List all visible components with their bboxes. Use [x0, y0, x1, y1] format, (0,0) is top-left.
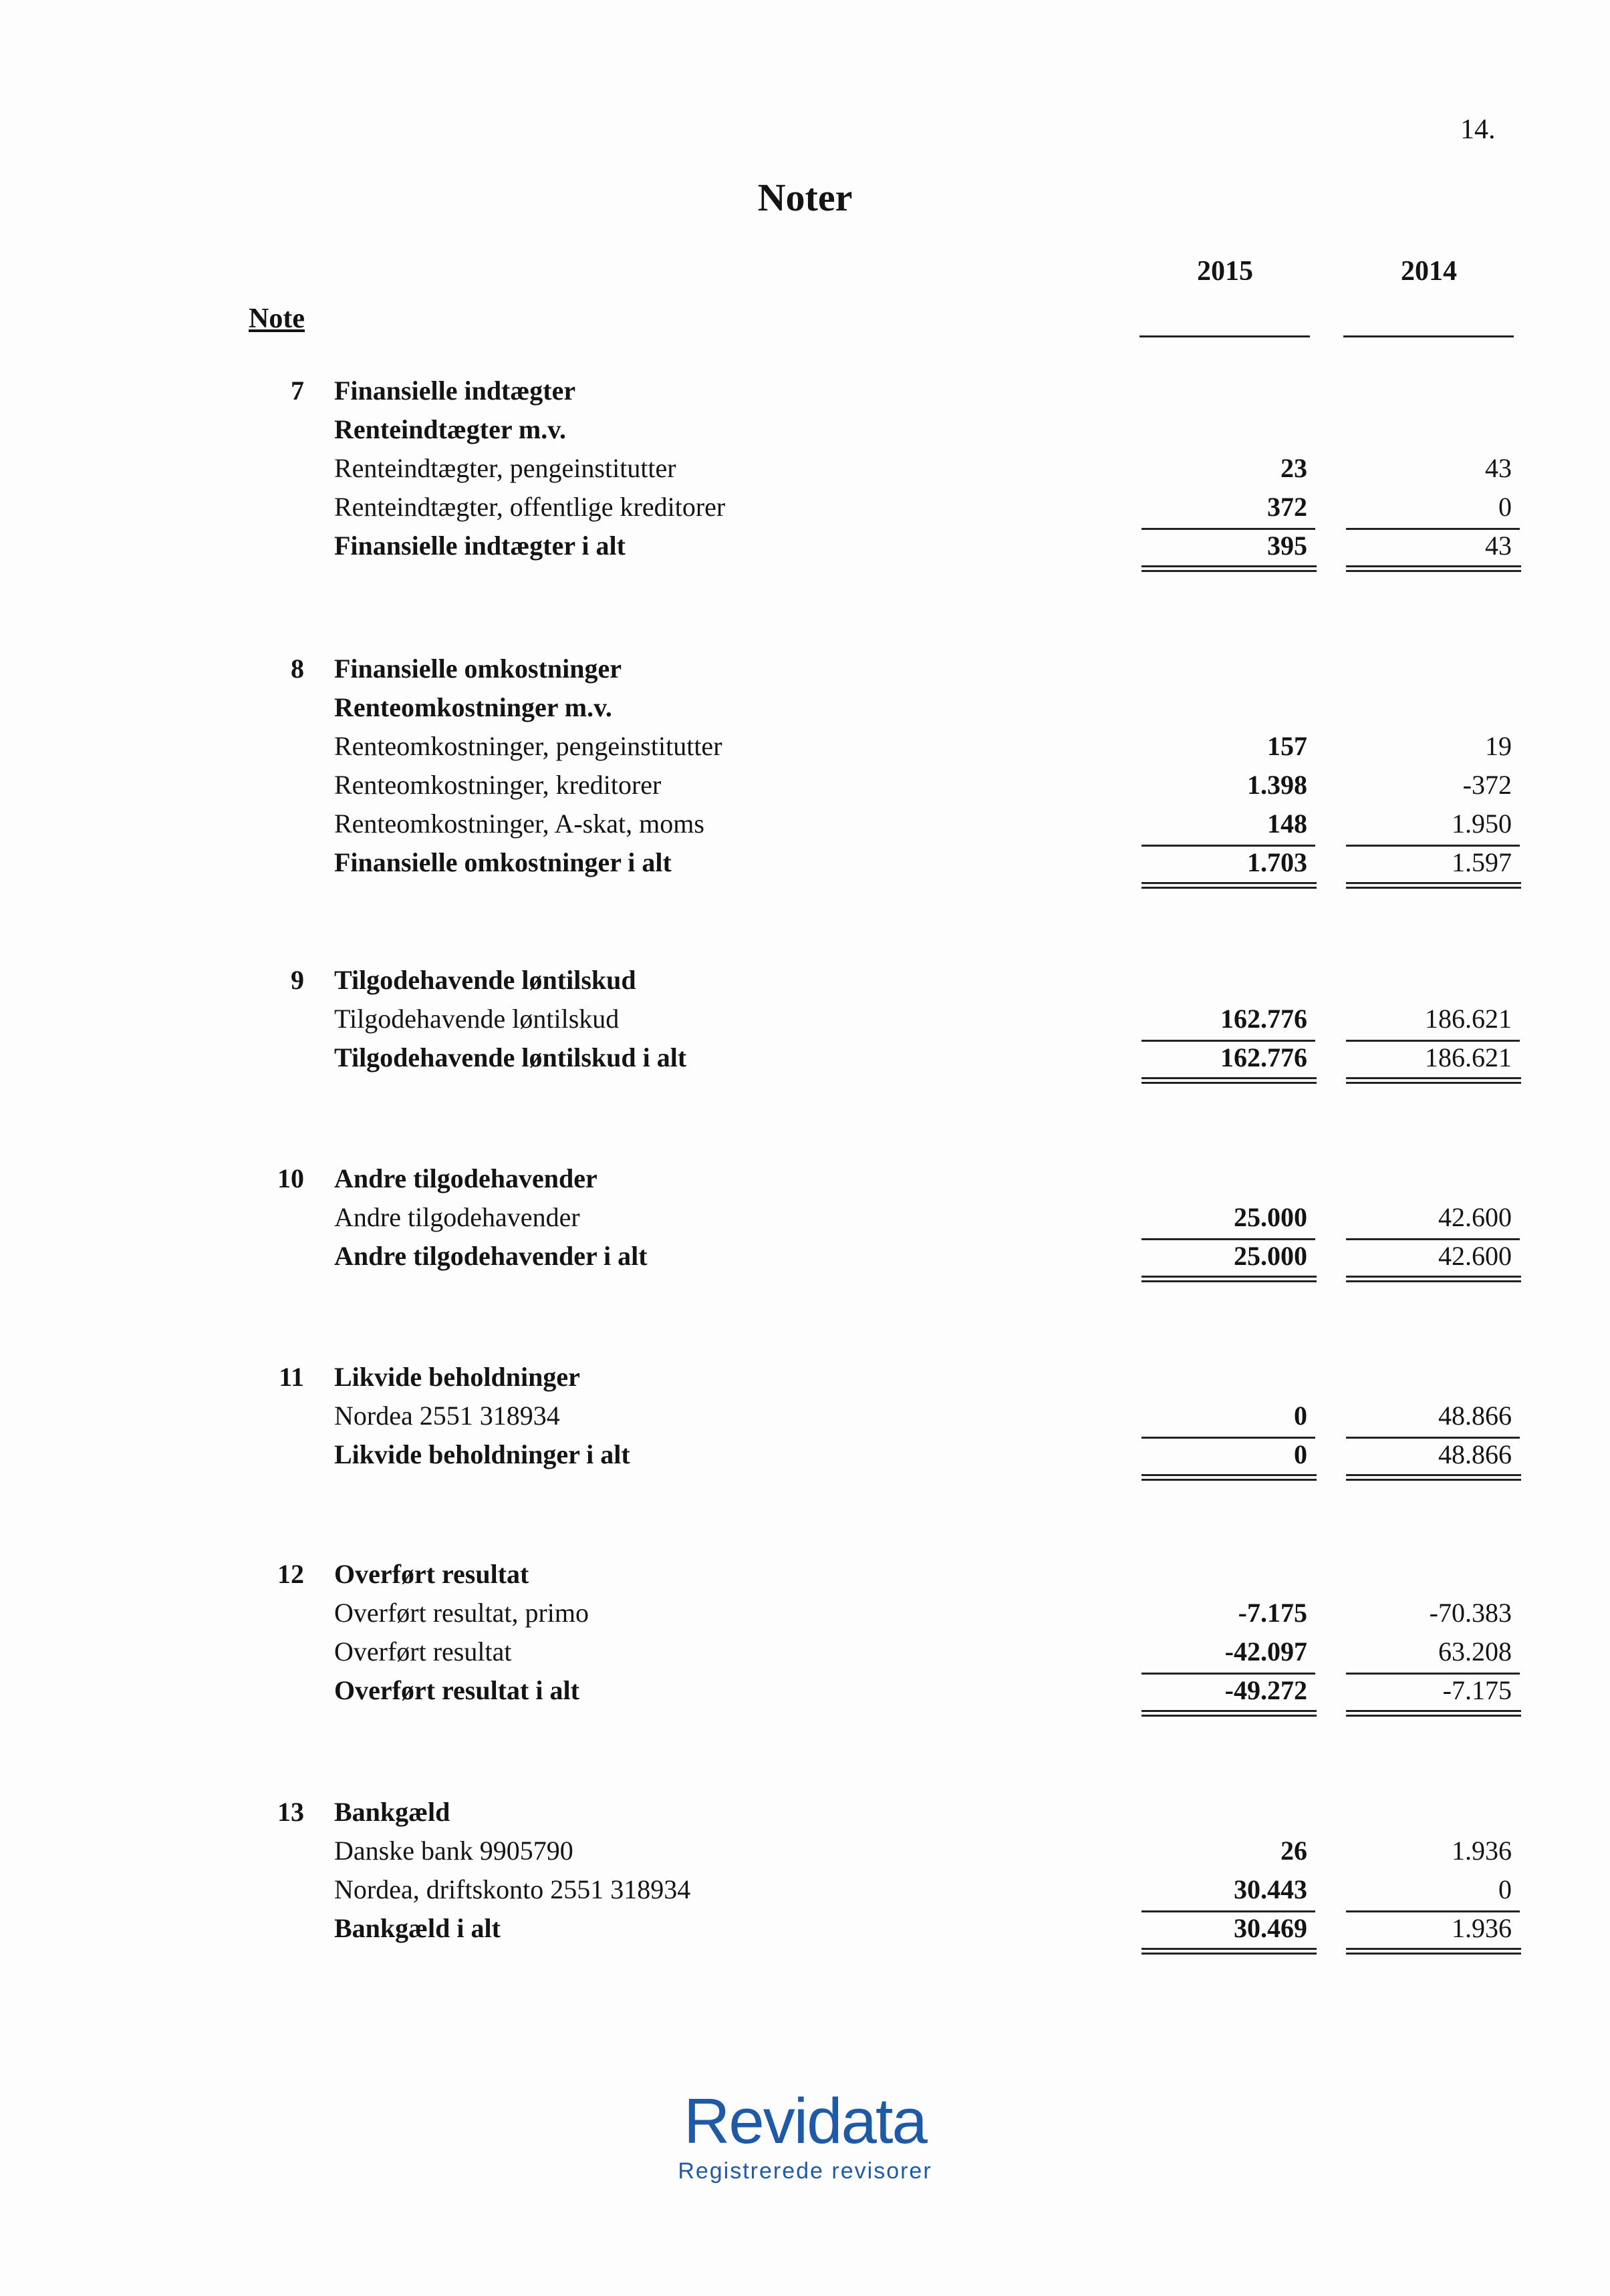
value-2015: 148	[1267, 809, 1307, 839]
row-label: Renteomkostninger, A-skat, moms	[334, 809, 704, 839]
total-double-rule-2014	[1346, 882, 1521, 889]
value-2015: 30.443	[1234, 1874, 1307, 1904]
year-rule-2015	[1139, 335, 1310, 337]
value-2015: 26	[1281, 1836, 1307, 1866]
value-2014: 186.621	[1425, 1004, 1512, 1034]
total-double-rule-2014	[1346, 1276, 1521, 1282]
table-row	[0, 1909, 1610, 1948]
subtotal-rule-2014	[1346, 1040, 1520, 1042]
table-row	[0, 766, 1610, 805]
row-label: Overført resultat i alt	[334, 1675, 579, 1705]
value-2015: 395	[1267, 531, 1307, 561]
row-label: Bankgæld i alt	[334, 1913, 501, 1943]
logo-name: Revidata	[684, 2086, 926, 2157]
table-row	[0, 449, 1610, 488]
total-double-rule-2014	[1346, 1077, 1521, 1084]
value-2015: 372	[1267, 492, 1307, 522]
value-2014: 19	[1485, 731, 1512, 761]
value-2015: 162.776	[1220, 1042, 1307, 1072]
note-heading: Tilgodehavende løntilskud	[334, 965, 636, 995]
row-label: Andre tilgodehavender	[334, 1202, 580, 1232]
value-2014: 63.208	[1438, 1636, 1512, 1667]
year-rule-2014	[1343, 335, 1514, 337]
value-2014: 1.936	[1452, 1913, 1512, 1943]
logo-tagline: Registrerede revisorer	[678, 2158, 932, 2184]
note-number: 10	[277, 1163, 304, 1193]
subtotal-rule-2015	[1142, 528, 1315, 530]
value-2015: 25.000	[1234, 1241, 1307, 1271]
row-label: Andre tilgodehavender i alt	[334, 1241, 648, 1271]
note-number: 11	[279, 1362, 304, 1392]
subtotal-rule-2015	[1142, 1238, 1315, 1240]
value-2015: 1.703	[1247, 847, 1307, 877]
note-heading: Likvide beholdninger	[334, 1362, 580, 1392]
value-2014: -372	[1462, 770, 1512, 800]
subtotal-rule-2015	[1142, 1673, 1315, 1675]
value-2014: 1.950	[1452, 809, 1512, 839]
note-heading: Finansielle indtægter	[334, 376, 576, 406]
row-label: Renteomkostninger, kreditorer	[334, 770, 662, 800]
note-heading-row	[0, 961, 1610, 1000]
value-2015: 162.776	[1220, 1004, 1307, 1034]
subtotal-rule-2014	[1346, 1437, 1520, 1439]
row-label: Likvide beholdninger i alt	[334, 1439, 630, 1469]
subtotal-rule-2014	[1346, 1673, 1520, 1675]
value-2014: 0	[1498, 1874, 1512, 1904]
table-row	[0, 1832, 1610, 1870]
note-heading: Overført resultat	[334, 1559, 529, 1589]
row-label: Overført resultat, primo	[334, 1598, 589, 1628]
note-heading-row	[0, 1793, 1610, 1832]
subtotal-rule-2014	[1346, 1238, 1520, 1240]
note-heading-row	[0, 1555, 1610, 1594]
table-row	[0, 1594, 1610, 1632]
value-2014: 42.600	[1438, 1202, 1512, 1232]
table-row	[0, 1671, 1610, 1710]
table-row	[0, 1237, 1610, 1276]
total-double-rule-2015	[1142, 565, 1317, 572]
note-heading: Andre tilgodehavender	[334, 1163, 597, 1193]
total-double-rule-2014	[1346, 1948, 1521, 1955]
value-2015: -7.175	[1238, 1598, 1307, 1628]
note-heading-row	[0, 650, 1610, 688]
note-number: 7	[291, 376, 304, 406]
subtotal-rule-2015	[1142, 1437, 1315, 1439]
total-double-rule-2015	[1142, 882, 1317, 889]
table-row	[0, 1000, 1610, 1038]
total-double-rule-2015	[1142, 1710, 1317, 1717]
subtotal-rule-2014	[1346, 1910, 1520, 1912]
note-number: 9	[291, 965, 304, 995]
value-2014: 43	[1485, 531, 1512, 561]
value-2015: 0	[1294, 1401, 1307, 1431]
total-double-rule-2014	[1346, 1474, 1521, 1481]
table-row	[0, 1198, 1610, 1237]
value-2014: 43	[1485, 453, 1512, 483]
note-number: 12	[277, 1559, 304, 1589]
value-2015: 0	[1294, 1439, 1307, 1469]
row-label: Overført resultat	[334, 1636, 512, 1667]
row-label: Danske bank 9905790	[334, 1836, 573, 1866]
value-2014: 1.936	[1452, 1836, 1512, 1866]
total-double-rule-2015	[1142, 1948, 1317, 1955]
value-2014: -7.175	[1442, 1675, 1512, 1705]
table-row	[0, 1870, 1610, 1909]
row-label: Renteomkostninger m.v.	[334, 692, 612, 722]
table-row	[0, 727, 1610, 766]
row-label: Renteindtægter, offentlige kreditorer	[334, 492, 726, 522]
table-row	[0, 488, 1610, 527]
total-double-rule-2015	[1142, 1474, 1317, 1481]
value-2014: 1.597	[1452, 847, 1512, 877]
table-row	[0, 1397, 1610, 1435]
note-column-header: Note	[249, 303, 305, 334]
value-2015: 25.000	[1234, 1202, 1307, 1232]
value-2015: 23	[1281, 453, 1307, 483]
row-label: Tilgodehavende løntilskud	[334, 1004, 620, 1034]
note-number: 13	[277, 1797, 304, 1827]
row-label: Nordea 2551 318934	[334, 1401, 560, 1431]
total-double-rule-2014	[1346, 565, 1521, 572]
subtotal-rule-2015	[1142, 1910, 1315, 1912]
value-2015: -42.097	[1224, 1636, 1307, 1667]
row-label: Renteomkostninger, pengeinstitutter	[334, 731, 722, 761]
subtotal-rule-2015	[1142, 845, 1315, 847]
value-2015: -49.272	[1224, 1675, 1307, 1705]
table-row	[0, 843, 1610, 882]
value-2015: 157	[1267, 731, 1307, 761]
row-label: Renteindtægter, pengeinstitutter	[334, 453, 676, 483]
total-double-rule-2014	[1346, 1710, 1521, 1717]
table-row	[0, 527, 1610, 565]
table-row	[0, 1632, 1610, 1671]
note-heading-row	[0, 372, 1610, 410]
value-2014: 186.621	[1425, 1042, 1512, 1072]
page-number: 14.	[1460, 114, 1496, 145]
row-label: Finansielle indtægter i alt	[334, 531, 626, 561]
row-label: Finansielle omkostninger i alt	[334, 847, 672, 877]
note-heading: Bankgæld	[334, 1797, 450, 1827]
note-heading-row	[0, 1358, 1610, 1397]
note-heading: Finansielle omkostninger	[334, 654, 622, 684]
note-number: 8	[291, 654, 304, 684]
table-row	[0, 1435, 1610, 1474]
value-2014: 48.866	[1438, 1439, 1512, 1469]
total-double-rule-2015	[1142, 1276, 1317, 1282]
row-label: Renteindtægter m.v.	[334, 414, 566, 444]
year-header-2015: 2015	[1197, 256, 1253, 287]
table-row	[0, 410, 1610, 449]
row-label: Tilgodehavende løntilskud i alt	[334, 1042, 687, 1072]
value-2014: 48.866	[1438, 1401, 1512, 1431]
subtotal-rule-2014	[1346, 845, 1520, 847]
table-row	[0, 805, 1610, 843]
value-2014: 42.600	[1438, 1241, 1512, 1271]
subtotal-rule-2015	[1142, 1040, 1315, 1042]
table-row	[0, 1038, 1610, 1077]
value-2014: 0	[1498, 492, 1512, 522]
row-label: Nordea, driftskonto 2551 318934	[334, 1874, 691, 1904]
subtotal-rule-2014	[1346, 528, 1520, 530]
note-heading-row	[0, 1159, 1610, 1198]
page-title: Noter	[757, 176, 853, 219]
value-2014: -70.383	[1429, 1598, 1512, 1628]
year-header-2014: 2014	[1401, 256, 1457, 287]
revidata-logo	[0, 2085, 1610, 2184]
table-row	[0, 688, 1610, 727]
value-2015: 1.398	[1247, 770, 1307, 800]
value-2015: 30.469	[1234, 1913, 1307, 1943]
total-double-rule-2015	[1142, 1077, 1317, 1084]
